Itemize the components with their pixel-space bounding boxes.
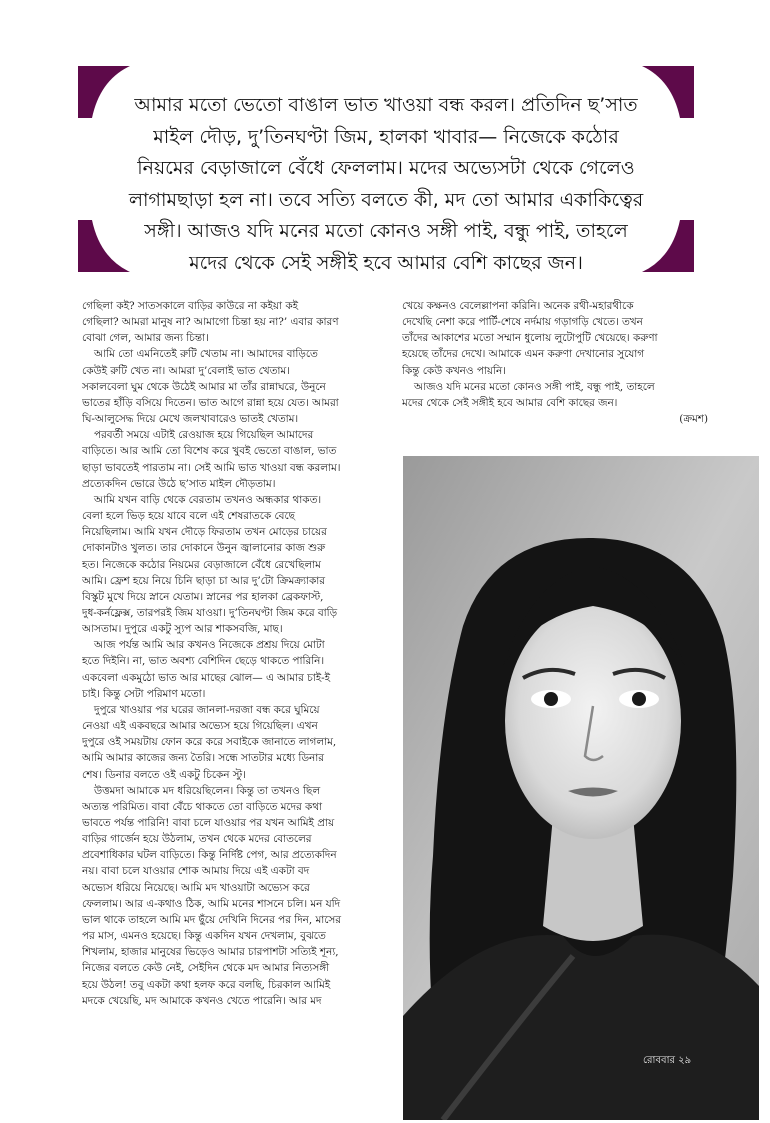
text-line: আমি যখন বাড়ি থেকে বেরতাম তখনও অন্ধকার থাকত। [94, 493, 322, 506]
text-line: আসতাম। দুপুরে একটু স্যুপ আর শাকসবজি, মাছ। [82, 623, 283, 636]
text-line: বিস্কুট মুখে দিয়ে স্নানে যেতাম। স্নানের পর হালকা ব্রেকফাস্ট, [82, 590, 324, 603]
text-line: ফেললাম। আর এ-কথাও ঠিক, আমি মনের শাসনে চলি। মন যদি [82, 897, 341, 910]
text-line: অভ্যেস ধরিয়ে নিয়েছে। আমি মদ খাওয়াটা অভ্যেস করে [82, 881, 310, 894]
text-line: বোঝা গেল, আমার জন্য চিন্তা। [82, 332, 209, 345]
portrait-illustration [403, 456, 759, 1120]
text-line: হয়ে উঠল! তবু একটা কথা হলফ করে বলছি, চিরকাল আমিই [82, 978, 331, 991]
pull-quote-line: সঙ্গী। আজও যদি মনের মতো কোনও সঙ্গী পাই, বন্ধু পাই, তাহলে [144, 220, 628, 242]
article-column-left [82, 298, 392, 1009]
text-line: প্রবেশাধিকার ঘটল বাড়িতে। কিন্তু নির্দিষ্ট পেগ, আর প্রত্যেকদিন [82, 849, 337, 862]
text-line: কেউই রুটি খেত না। আমরা দু’বেলাই ভাত খেতাম। [82, 364, 290, 377]
text-line: কিন্তু কেউ কখনও পায়নি। [402, 364, 506, 377]
text-line: অত্যন্ত পরিমিত। বাবা বেঁচে থাকতে তো বাড়িতে মদের কথা [82, 800, 323, 813]
text-line: ছাড়া ভাবতেই পারতাম না। সেই আমি ভাত খাওয়া বন্ধ করলাম। [82, 461, 341, 474]
portrait-photo [403, 456, 759, 1120]
text-line: আজও যদি মনের মতো কোনও সঙ্গী পাই, বন্ধু পাই, তাহলে [414, 380, 655, 393]
text-line: বাড়ির গার্জেন হয়ে উঠলাম, তখন থেকে মদের বোতলের [82, 833, 312, 846]
pull-quote-line: মদের থেকে সেই সঙ্গীই হবে আমার বেশি কাছের জন। [189, 251, 583, 274]
text-line: আজ পর্যন্ত আমি আর কখনও নিজেকে প্রশ্রয় দিয়ে মোটা [94, 639, 325, 652]
text-line: শিখলাম, হাজার মানুষের ভিড়েও আমার চারপাশটা সত্যিই শূন্য, [82, 946, 339, 959]
text-line: দুপুরে ওই সময়টায় ফোন করে করে সবাইকে জানাতে লাগলাম, [82, 736, 337, 749]
text-line: গেছিলা কই? সাতসকালে বাড়ির কাউরে না কইয়া কই [82, 300, 299, 312]
text-line: খেয়ে কক্ষনও বেলেল্লাপনা করিনি। অনেক রথী-মহারথীকে [402, 300, 634, 312]
text-line: একবেলা একমুঠো ভাত আর মাছের ঝোল— এ আমার চাই-ই [82, 671, 331, 684]
text-line: তাঁদের আকাশের মতো সম্মান ধুলোয় লুটোপুটি খেয়েছে। করুণা [402, 332, 658, 345]
text-line: পরবর্তী সময়ে এটাই রেওয়াজ হয়ে গিয়েছিল আমাদের [94, 429, 314, 442]
text-line: প্রত্যেকদিন ভোরে উঠে ছ’সাত মাইল দৌড়তাম। [82, 477, 276, 490]
text-line: ভাতের হাঁড়ি বসিয়ে দিতেন। ভাত আগে রান্না হয়ে যেত। আমরা [82, 396, 339, 409]
text-line: বাড়িতে। আর আমি তো বিশেষ করে খুবই ভেতো বাঙাল, ভাত [82, 445, 337, 458]
pull-quote [78, 66, 694, 272]
text-line: মদের থেকে সেই সঙ্গীই হবে আমার বেশি কাছের জন। [402, 396, 618, 409]
pull-quote-line: মাইল দৌড়, দু’তিনঘণ্টা জিম, হালকা খাবার— নিজেকে কঠোর [153, 125, 619, 148]
pull-quote-line: নিয়মের বেড়াজালে বেঁধে ফেললাম। মদের অভ্যেসটা থেকে গেলেও [137, 157, 635, 179]
text-line: হত। নিজেকে কঠোর নিয়মের বেড়াজালে বেঁধে রেখেছিলাম [82, 558, 321, 571]
text-line: চাই। কিন্তু সেটা পরিমাণ মতো। [82, 687, 206, 700]
text-line: ভাবতে পর্যন্ত পারিনি! বাবা চলে যাওয়ার পর যখন আমিই প্রায় [82, 817, 335, 829]
text-line: শেষ। ডিনার বলতে ওই একটু চিকেন স্টু। [82, 768, 246, 781]
text-line: দুধ-কর্নফ্লেক্স, তারপরই জিম যাওয়া। দু’তিনঘণ্টা জিম করে বাড়ি [82, 606, 338, 619]
text-line: উত্তমদা আমাকে মদ ধরিয়েছিলেন। কিন্তু তা তখনও ছিল [94, 784, 321, 797]
pull-quote-line: আমার মতো ভেতো বাঙাল ভাত খাওয়া বন্ধ করল। প্রতিদিন ছ’সাত [134, 94, 638, 116]
text-line: সকালবেলা ঘুম থেকে উঠেই আমার মা তাঁর রান্নাঘরে, উনুনে [82, 380, 326, 393]
text-line: হয়েছে তাঁদের দেখে। আমাকে এমন করুণা দেখানোর সুযোগ [402, 348, 645, 361]
text-line: ঘি-আলুসেদ্ধ দিয়ে মেখে জলখাবারেও ভাতই খেতাম। [82, 413, 299, 426]
continued-label: (ক্রমশ) [679, 413, 708, 426]
text-line: আমি তো এমনিতেই রুটি খেতাম না। আমাদের বাড়িতে [94, 348, 318, 361]
text-line: পর মাস, এমনও হয়েছে। কিন্তু একদিন যখন দেখলাম, বুঝতে [82, 930, 326, 943]
text-line: নিয়েছিলাম। আমি যখন দৌড়ে ফিরতাম তখন মোড়ের চায়ের [82, 526, 327, 539]
text-line: বেলা হলে ভিড় হয়ে যাবে বলে এই শেষরাতকে বেছে [82, 510, 295, 523]
text-line: নেওয়া এই একবছরে আমার অভ্যেস হয়ে গিয়েছিল। এখন [82, 720, 318, 733]
text-line: আমি। ফ্রেশ হয়ে নিয়ে চিনি ছাড়া চা আর দু’টো ক্রিমক্র্যাকার [82, 574, 326, 587]
pull-quote-line: লাগামছাড়া হল না। তবে সত্যি বলতে কী, মদ তো আমার একাকিত্বের [128, 188, 644, 211]
page-number-label: রোববার ২৯ [643, 1055, 692, 1066]
pull-quote-text [108, 90, 664, 279]
text-line: দোকানটাও খুলত। তার দোকানে উনুন জ্বালানোর কাজ শুরু [82, 542, 326, 555]
text-line: নিজের বলতে কেউ নেই, সেইদিন থেকে মদ আমার নিত্যসঙ্গী [82, 962, 330, 975]
text-line: ভাল থাকে তাহলে আমি মদ ছুঁয়ে দেখিনি দিনের পর দিন, মাসের [82, 913, 341, 926]
text-line: হতে দিইনি। না, ভাত অবশ্য বেশিদিন ছেড়ে থাকতে পারিনি। [82, 655, 325, 668]
text-line: আমি আমার কাজের জন্য তৈরি। সন্ধে সাতটার মধ্যে ডিনার [82, 752, 324, 765]
text-line: মদকে খেয়েছি, মদ আমাকে কখনও খেতে পারেনি। আর মদ [82, 994, 322, 1007]
text-line: দুপুরে খাওয়ার পর ঘরের জানলা-দরজা বন্ধ করে ঘুমিয়ে [94, 703, 320, 716]
article-column-right [402, 298, 714, 427]
text-line: দেখেছি নেশা করে পার্টি-শেষে নর্দমায় গড়াগড়ি খেতে। তখন [402, 316, 643, 329]
text-line: গেছিলা? আমরা মানুষ না? আমাগো চিন্তা হয় না?’ এবার কারণ [82, 316, 339, 329]
text-line: নয়। বাবা চলে যাওয়ার শোক আমায় দিয়ে এই একটা বদ [82, 865, 310, 878]
